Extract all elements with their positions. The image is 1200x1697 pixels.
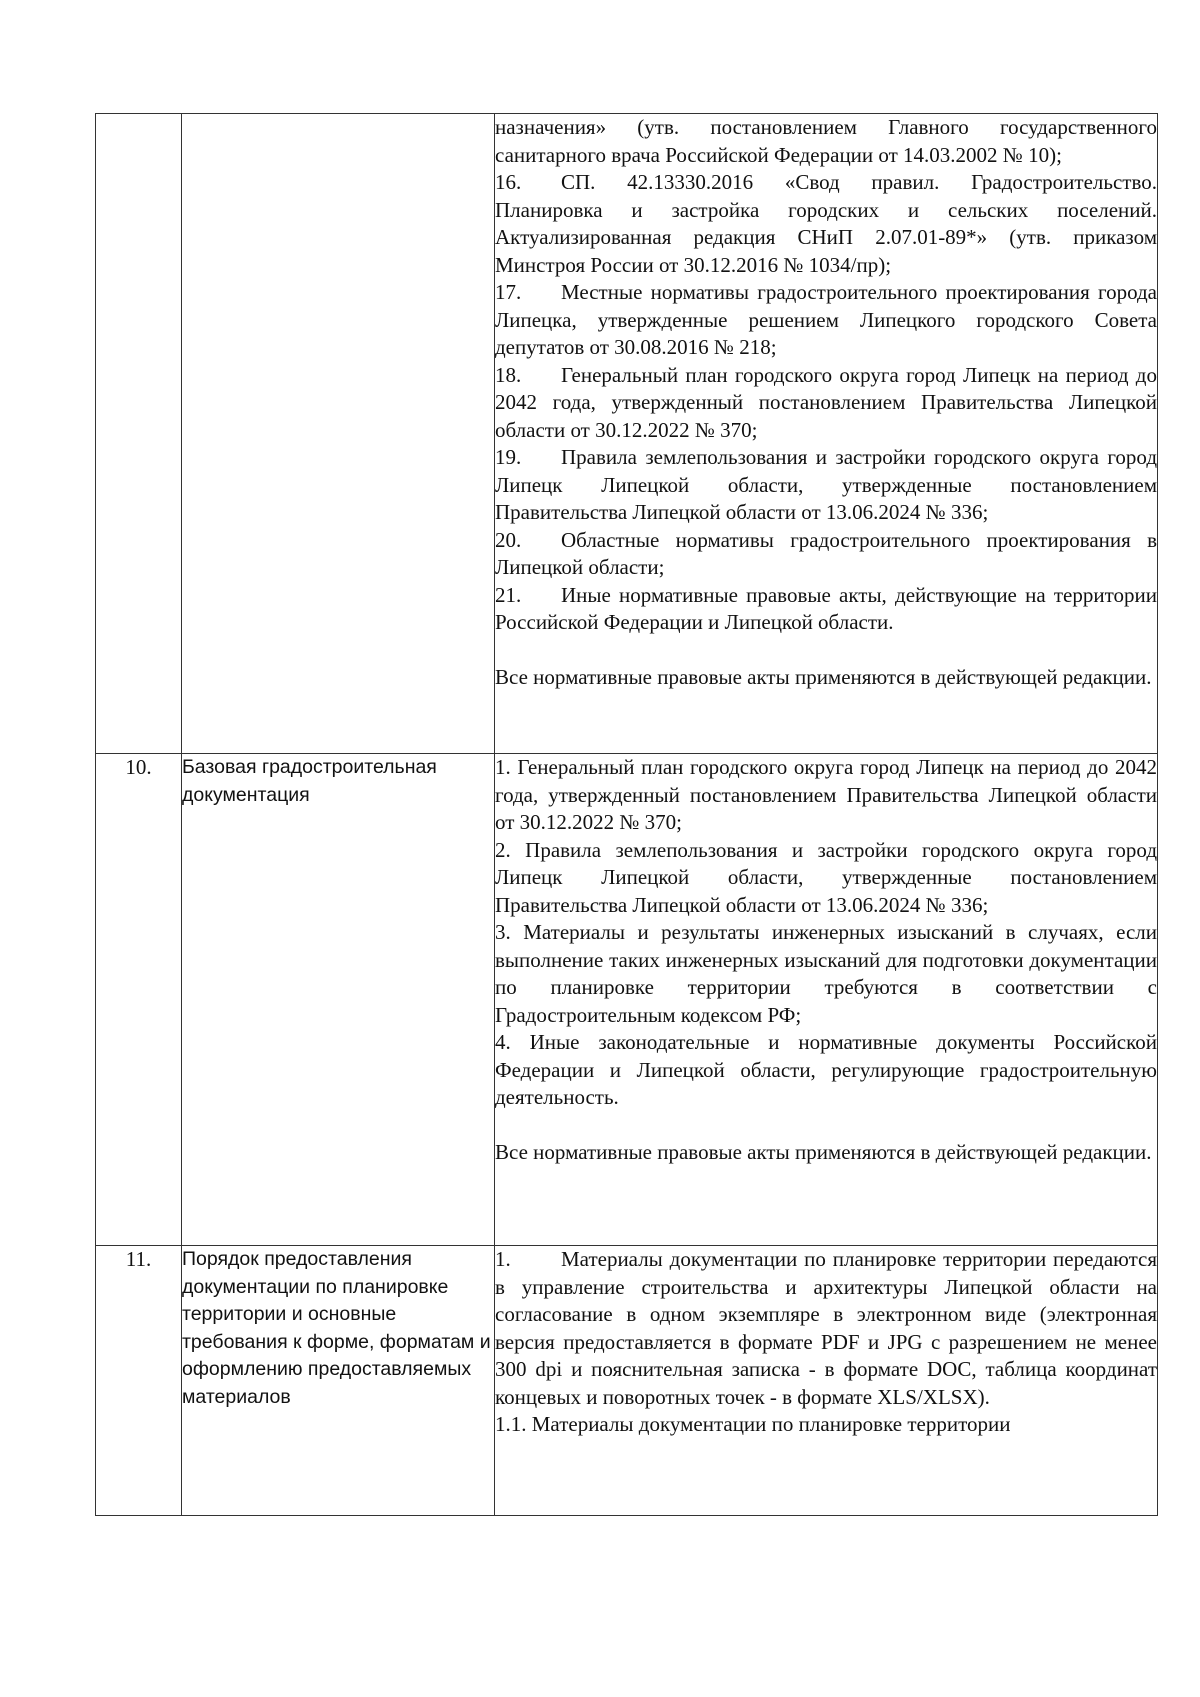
table-row [96, 1246, 1158, 1516]
table-row [96, 114, 1158, 754]
row-number: 11. [96, 1246, 182, 1516]
item-text: Генеральный план городского округа город Липецк на период до 2042 года, утвержденный постановлением Правительства Липецкой области от 30.12.2022 № 370; [495, 362, 1157, 442]
row-label [182, 114, 495, 754]
table-body [96, 114, 1158, 1516]
row-content [495, 114, 1158, 754]
numbered-paragraph [495, 1246, 1157, 1411]
blank-line [495, 637, 1157, 665]
item-text: Местные нормативы градостроительного проектирования города Липецка, утвержденные решением Липецкого городского Совета депутатов от 30.08.2016 № 218; [495, 280, 1157, 359]
item-text: Материалы документации по планировке территории передаются в управление строительства и архитектуры Липецкой области на согласование в одном экземпляре в электронном виде (электронная версия предоставляется в формате PDF и JPG с разрешением не менее 300 dpi и пояснительная записка - в формате DOC, таблица координат концевых и поворотных точек - в формате XLS/XLSX). [495, 1247, 1157, 1409]
item-number: 1. [495, 1247, 511, 1271]
item-number: 18. [495, 362, 522, 387]
closing-note: Все нормативные правовые акты применяются в действующей редакции. [495, 1140, 1152, 1164]
item-number: 20. [495, 527, 522, 552]
row-label: Порядок предоставления документации по планировке территории и основные требования к форме, форматам и оформлению предоставляемых материалов [182, 1246, 495, 1516]
paragraph: 2. Правила землепользования и застройки городского округа город Липецк Липецкой области, утвержденные постановлением Правительства Липецкой области от 13.06.2024 № 336; [495, 837, 1157, 917]
item-number: 21. [495, 582, 522, 607]
item-text: Областные нормативы градостроительного проектирования в Липецкой области; [495, 527, 1157, 579]
numbered-paragraph [495, 527, 1157, 582]
row-content [495, 1246, 1158, 1516]
paragraph: 1. Генеральный план городского округа город Липецк на период до 2042 года, утвержденный постановлением Правительства Липецкой области от 30.12.2022 № 370; [495, 755, 1157, 834]
item-text: Правила землепользования и застройки городского округа город Липецк Липецкой области, утвержденные постановлением Правительства Липецкой области от 13.06.2024 № 336; [495, 445, 1157, 524]
closing-note: Все нормативные правовые акты применяются в действующей редакции. [495, 665, 1152, 689]
item-text: СП. 42.13330.2016 «Свод правил. Градостроительство. Планировка и застройка городских и сельских поселений. Актуализированная редакция СНиП 2.07.01-89*» (утв. приказом Минстроя России от 30.12.2016 № 1034/пр); [495, 170, 1157, 277]
numbered-paragraph [495, 362, 1157, 445]
row-number: 10. [96, 754, 182, 1246]
paragraph: 3. Материалы и результаты инженерных изысканий в случаях, если выполнение таких инженерных изысканий для подготовки документации по планировке территории требуются в соответствии с Градостроительным кодексом РФ; [495, 920, 1157, 1027]
row-content [495, 754, 1158, 1246]
blank-line [495, 1112, 1157, 1140]
paragraph: назначения» (утв. постановлением Главного государственного санитарного врача Российской Федерации от 14.03.2002 № 10); [495, 115, 1157, 167]
item-number: 17. [495, 280, 522, 304]
row-label: Базовая градостроительная документация [182, 754, 495, 1246]
numbered-paragraph [495, 444, 1157, 527]
item-number: 16. [495, 170, 522, 194]
paragraph: 1.1. Материалы документации по планировке территории [495, 1412, 1011, 1436]
row-number [96, 114, 182, 754]
item-text: Иные нормативные правовые акты, действующие на территории Российской Федерации и Липецкой области. [495, 582, 1157, 634]
requirements-table [95, 113, 1158, 1516]
numbered-paragraph [495, 279, 1157, 362]
paragraph: 4. Иные законодательные и нормативные документы Российской Федерации и Липецкой области, регулирующие градостроительную деятельность. [495, 1030, 1157, 1109]
numbered-paragraph [495, 169, 1157, 279]
table-row [96, 754, 1158, 1246]
numbered-paragraph [495, 582, 1157, 637]
item-number: 19. [495, 445, 522, 469]
